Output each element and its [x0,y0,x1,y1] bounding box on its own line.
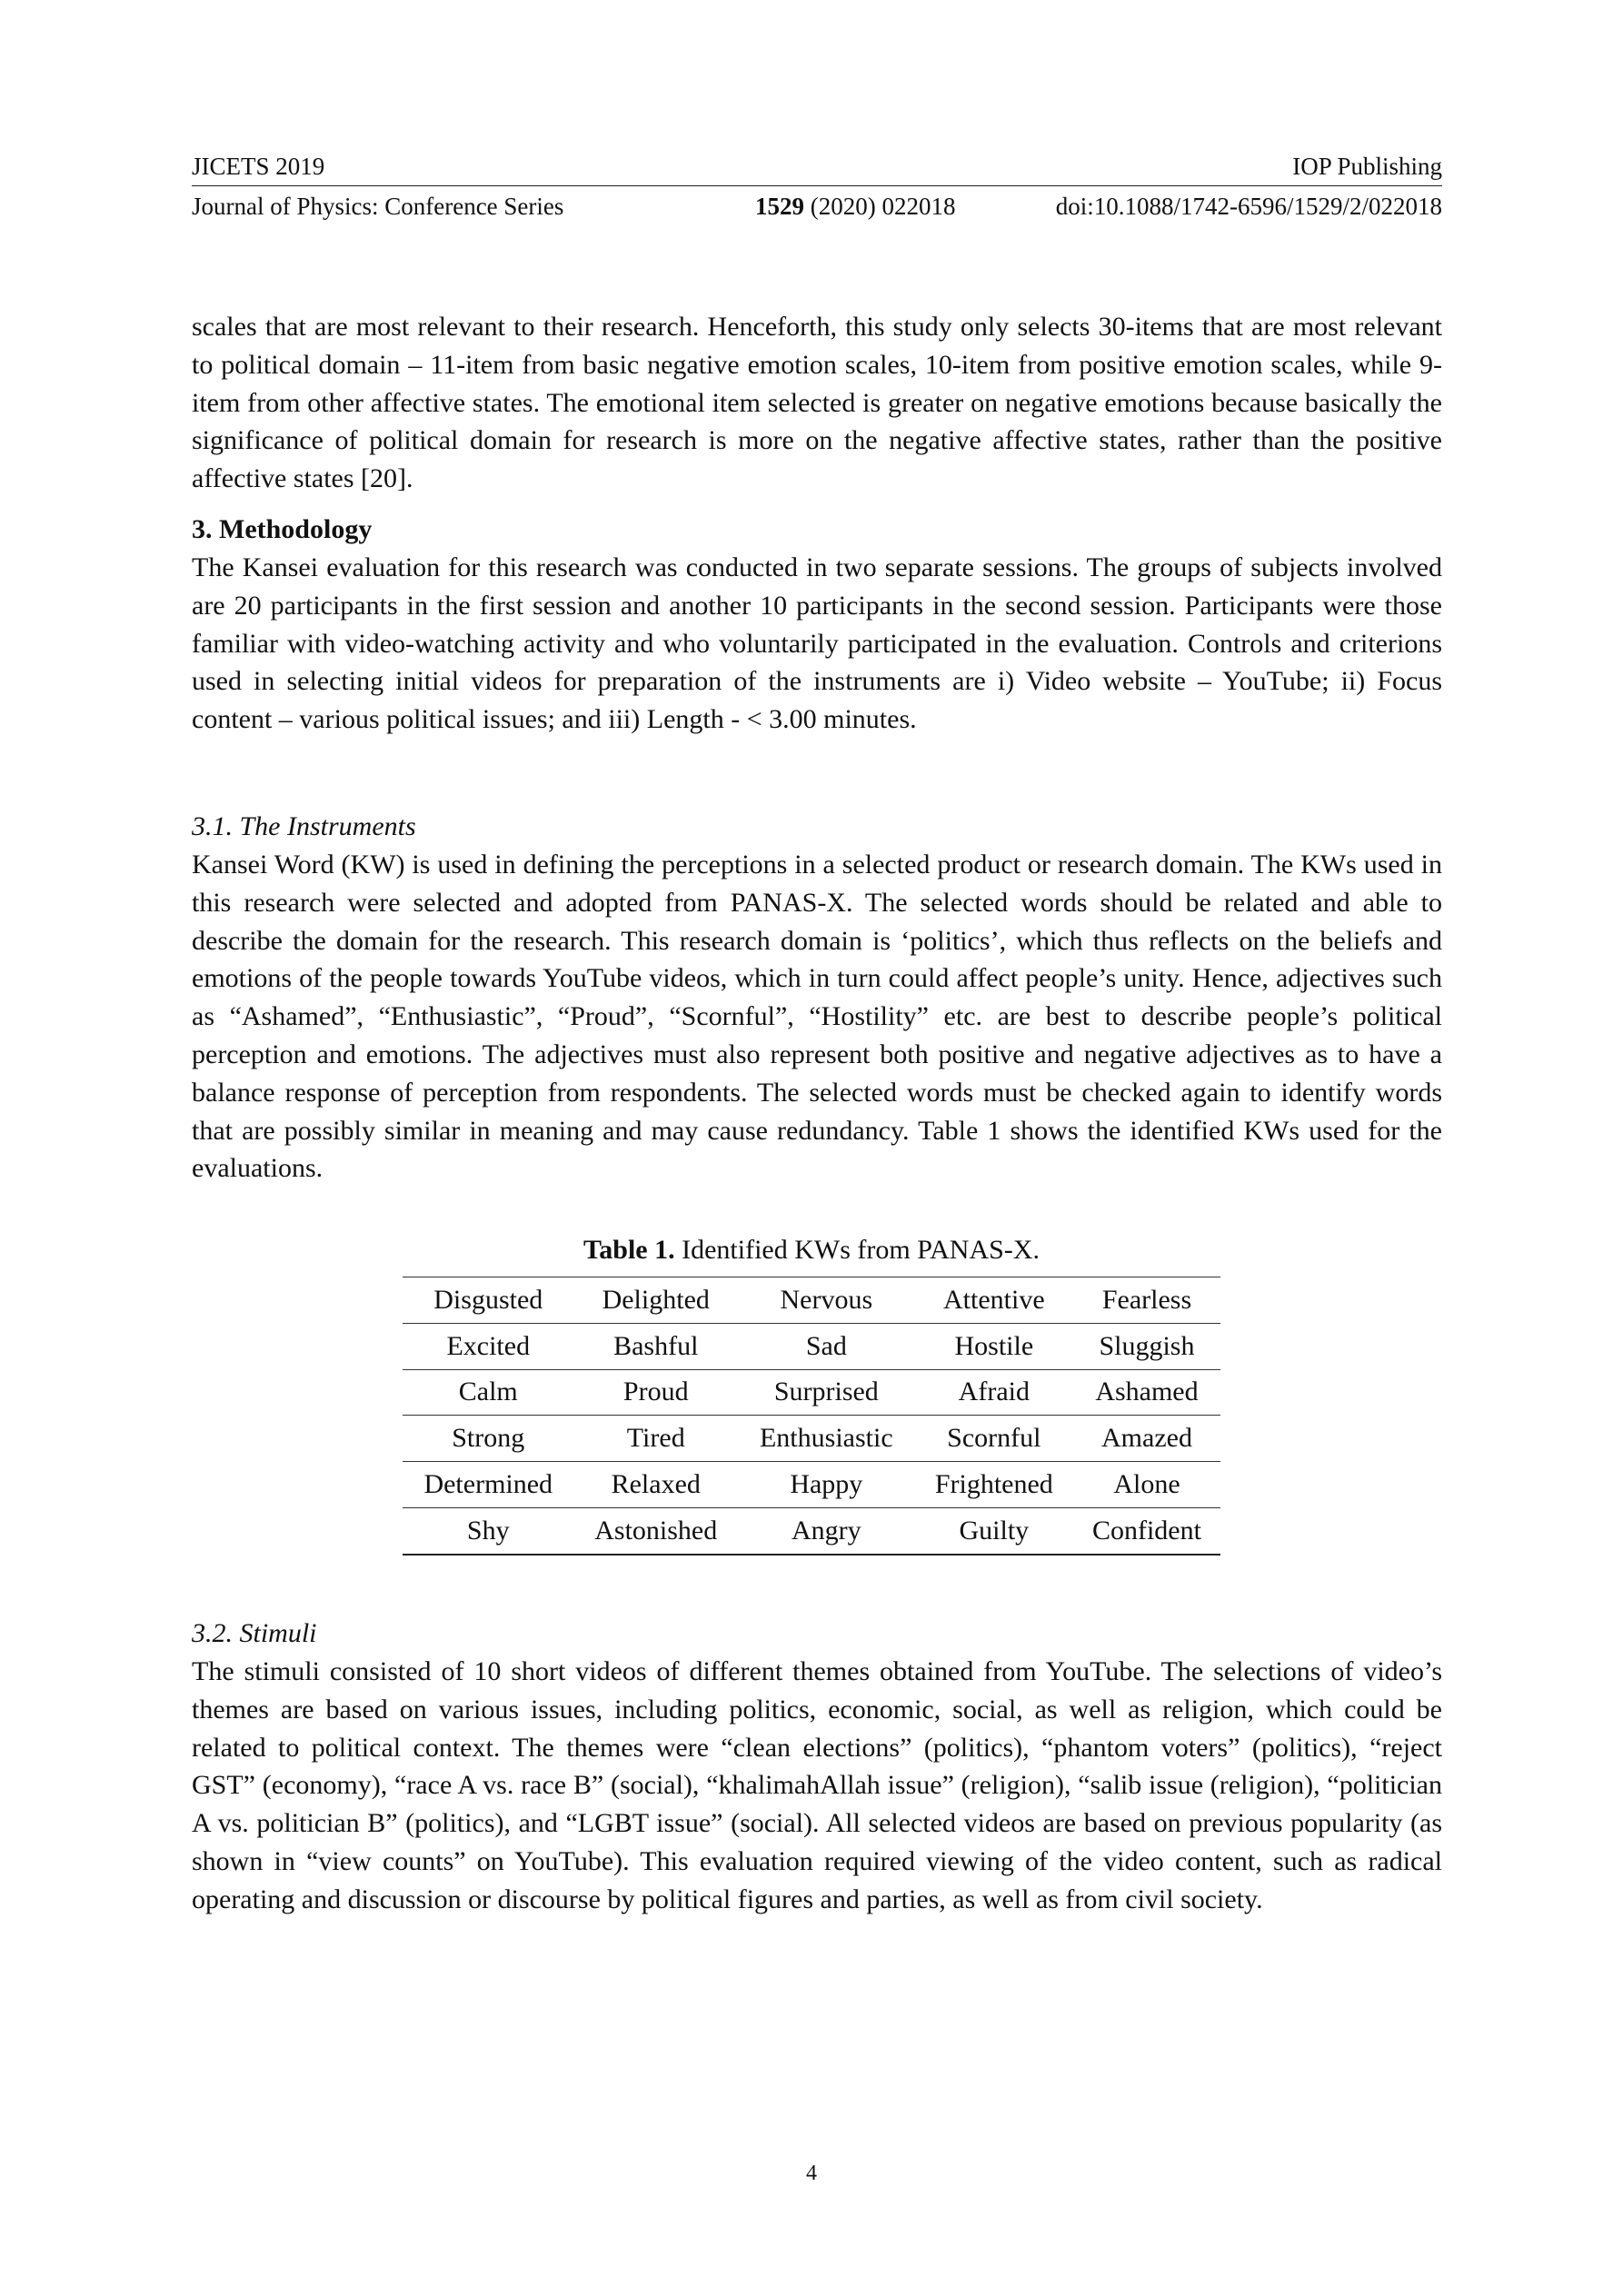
table-row [403,1462,1220,1508]
citation [755,191,955,222]
table-cell: Determined [403,1462,574,1508]
year-article: (2020) 022018 [810,193,956,220]
table-cell: Happy [738,1462,915,1508]
methodology-paragraph: The Kansei evaluation for this research was conducted in two separate sessions. The groups of subjects involved are 20 participants in the first session and another 10 participants in the second session. Participants were those familiar with video-watching activity and who voluntarily participated in the evaluation. Controls and criterions used in selecting initial videos for preparation of the instruments are i) Video website – YouTube; ii) Focus content – various political issues; and iii) Length - < 3.00 minutes. [192,552,1442,735]
volume-number: 1529 [755,193,804,220]
running-header-top [192,151,1442,182]
table-row [403,1416,1220,1462]
table-cell: Frightened [915,1462,1073,1508]
instruments-paragraph: Kansei Word (KW) is used in defining the perceptions in a selected product or research domain. The KWs used in this research were selected and adopted from PANAS-X. The selected words should be related and able to describe the domain for the research. This research domain is ‘politics’, which thus reflects on the beliefs and emotions of the people towards YouTube videos, which in turn could affect people’s unity. Hence, adjectives such as “Ashamed”, “Enthusiastic”, “Proud”, “Scornful”, “Hostility” etc. are best to describe people’s political perception and emotions. The adjectives must also represent both positive and negative adjectives as to have a balance response of perception from respondents. The selected words must be checked again to identify words that are possibly similar in meaning and may cause redundancy. Table 1 shows the identified KWs used for the evaluations. [192,850,1442,1184]
table-cell: Alone [1073,1462,1220,1508]
table-cell: Nervous [738,1277,915,1324]
table-cell: Strong [403,1416,574,1462]
table-cell: Afraid [915,1369,1073,1416]
table-cell: Bashful [574,1323,738,1369]
table-cell: Sad [738,1323,915,1369]
subsection-heading-stimuli: 3.2. Stimuli [192,1618,317,1648]
table-row [403,1277,1220,1324]
table-cell: Scornful [915,1416,1073,1462]
table-cell: Ashamed [1073,1369,1220,1416]
table-caption [0,1232,1623,1268]
journal-name: Journal of Physics: Conference Series [192,193,564,220]
header-rule [192,185,1442,186]
subsection-heading-instruments: 3.1. The Instruments [192,811,416,841]
kansei-words-table [403,1277,1220,1556]
table-cell: Confident [1073,1507,1220,1554]
table-cell: Tired [574,1416,738,1462]
table-cell: Fearless [1073,1277,1220,1324]
table-cell: Sluggish [1073,1323,1220,1369]
table-cell: Shy [403,1507,574,1554]
table-cell: Disgusted [403,1277,574,1324]
table-cell: Relaxed [574,1462,738,1508]
section-heading-methodology: 3. Methodology [192,514,373,544]
publisher-name: IOP Publishing [1292,153,1442,180]
table-cell: Attentive [915,1277,1073,1324]
table-cell: Guilty [915,1507,1073,1554]
table-caption-label: Table 1. [583,1235,675,1265]
table-caption-text: Identified KWs from PANAS-X. [674,1235,1040,1265]
page-number: 4 [806,2162,817,2185]
table-row [403,1507,1220,1554]
doi: doi:10.1088/1742-6596/1529/2/022018 [1055,193,1442,220]
conference-name: JICETS 2019 [192,153,325,180]
table-cell: Excited [403,1323,574,1369]
stimuli-paragraph: The stimuli consisted of 10 short videos of different themes obtained from YouTube. The selections of video’s themes are based on various issues, including politics, economic, social, as well as religion, which could be related to political context. The themes were “clean elections” (politics), “phantom voters” (politics), “reject GST” (economy), “race A vs. race B” (social), “khalimahAllah issue” (religion), “salib issue (religion), “politician A vs. politician B” (politics), and “LGBT issue” (social). All selected videos are based on previous popularity (as shown in “view counts” on YouTube). This evaluation required viewing of the video content, such as radical operating and discussion or discourse by political figures and parties, as well as from civil society. [192,1656,1442,1914]
table-cell: Calm [403,1369,574,1416]
table-cell: Delighted [574,1277,738,1324]
table-row [403,1323,1220,1369]
table-row [403,1369,1220,1416]
table-cell: Astonished [574,1507,738,1554]
table-cell: Amazed [1073,1416,1220,1462]
table-cell: Hostile [915,1323,1073,1369]
table-cell: Surprised [738,1369,915,1416]
table-cell: Proud [574,1369,738,1416]
table-cell: Angry [738,1507,915,1554]
intro-paragraph: scales that are most relevant to their research. Henceforth, this study only selects 30-items that are most relevant to political domain – 11-item from basic negative emotion scales, 10-item from positive emotion scales, while 9-item from other affective states. The emotional item selected is greater on negative emotions because basically the significance of political domain for research is more on the negative affective states, rather than the positive affective states [20]. [192,312,1442,494]
table-cell: Enthusiastic [738,1416,915,1462]
